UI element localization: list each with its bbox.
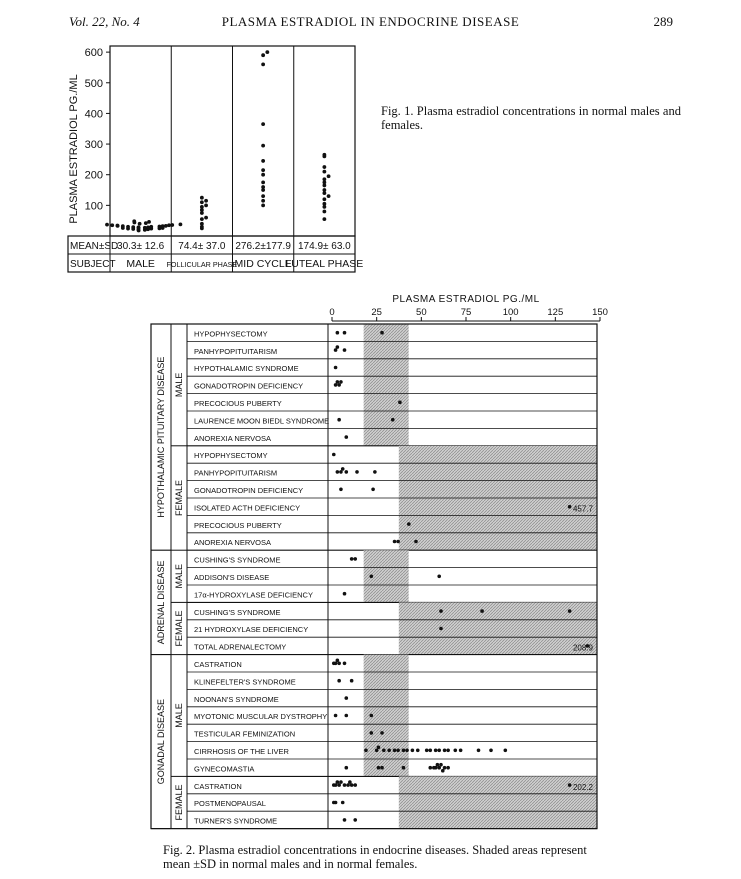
data-point — [387, 749, 391, 753]
data-point — [350, 783, 354, 787]
row-label: GONADOTROPIN DEFICIENCY — [194, 381, 304, 391]
data-point — [261, 185, 265, 189]
data-point — [126, 225, 130, 229]
data-point — [414, 540, 418, 544]
y-tick-label: 200 — [84, 169, 103, 182]
row-label: HYPOTHALAMIC SYNDROME — [194, 364, 299, 374]
data-point — [428, 749, 432, 753]
x-tick-label: 125 — [547, 307, 564, 318]
data-point — [339, 780, 343, 784]
x-tick-label: 25 — [371, 307, 382, 318]
row-label-subject: SUBJECT — [70, 259, 116, 270]
data-point — [334, 801, 338, 805]
data-point — [343, 348, 347, 352]
data-point — [353, 557, 357, 561]
data-point — [261, 159, 265, 163]
data-point — [350, 557, 354, 561]
sex-label: FEMALE — [174, 784, 184, 821]
data-point — [344, 470, 348, 474]
y-tick-label: 600 — [84, 47, 103, 60]
row-label: NOONAN'S SYNDROME — [194, 694, 279, 704]
data-point — [121, 224, 125, 228]
data-point — [200, 196, 204, 200]
data-point — [370, 575, 374, 579]
row-label: ADDISON'S DISEASE — [194, 573, 270, 582]
data-point — [453, 749, 457, 753]
data-point — [322, 188, 326, 192]
row-label: TESTICULAR FEMINIZATION — [194, 729, 296, 739]
data-point — [402, 749, 406, 753]
data-point — [322, 210, 326, 214]
data-point — [446, 749, 450, 753]
figure-2-caption: Fig. 2. Plasma estradiol concentrations in endocrine diseases. Shaded areas represent mean ±SD in normal males and in normal females. — [163, 843, 587, 871]
row-label: PANHYPOPITUITARISM — [194, 468, 278, 478]
data-point — [334, 783, 338, 787]
data-point — [396, 749, 400, 753]
x-axis-label: PLASMA ESTRADIOL PG./ML — [392, 294, 540, 305]
x-tick-label: 150 — [592, 307, 608, 318]
data-point — [200, 205, 204, 209]
data-point — [341, 467, 345, 471]
row-label: 21 HYDROXYLASE DEFICIENCY — [194, 625, 309, 635]
row-label: PANHYPOPITUITARISM — [194, 346, 278, 356]
group-stats: 74.4± 37.0 — [178, 241, 226, 252]
row-label: PRECOCIOUS PUBERTY — [194, 399, 282, 408]
row-label: HYPOPHYSECTOMY — [194, 451, 268, 461]
data-point — [322, 165, 326, 169]
data-point — [355, 470, 359, 474]
data-point — [164, 224, 168, 228]
data-point — [371, 488, 375, 492]
data-point — [265, 50, 269, 54]
data-point — [261, 203, 265, 207]
data-point — [353, 783, 357, 787]
data-point — [343, 783, 347, 787]
data-point — [322, 202, 326, 206]
sex-label: MALE — [174, 372, 184, 398]
group-stats: 174.9± 63.0 — [297, 241, 351, 252]
data-point — [261, 173, 265, 177]
data-point — [132, 219, 136, 223]
data-point — [405, 749, 409, 753]
data-point — [377, 746, 381, 750]
group-subject: FOLLICULAR PHASE — [166, 260, 238, 269]
data-point — [131, 225, 135, 229]
data-point — [382, 749, 386, 753]
data-point — [441, 769, 445, 773]
data-point — [149, 225, 153, 229]
normal-range-shading — [399, 776, 597, 828]
data-point — [380, 766, 384, 770]
data-point — [364, 749, 368, 753]
row-label: ANOREXIA NERVOSA — [194, 538, 271, 548]
data-point — [459, 749, 463, 753]
data-point — [204, 203, 208, 207]
normal-range-shading — [399, 602, 597, 654]
data-point — [137, 226, 141, 230]
data-point — [343, 818, 347, 822]
data-point — [343, 592, 347, 596]
offscale-value-label: 457.7 — [572, 504, 593, 514]
data-point — [439, 763, 443, 767]
sex-label: MALE — [174, 564, 184, 589]
data-point — [339, 470, 343, 474]
data-point — [327, 194, 331, 198]
data-point — [428, 766, 432, 770]
data-point — [337, 383, 341, 387]
data-point — [353, 818, 357, 822]
data-point — [434, 749, 438, 753]
row-label: GONADOTROPIN DEFICIENCY — [194, 486, 304, 495]
row-label: 17α-HYDROXYLASE DEFICIENCY — [194, 590, 313, 600]
data-point — [261, 168, 265, 172]
data-point — [337, 679, 341, 683]
data-point — [437, 766, 441, 770]
data-point — [439, 627, 443, 631]
figure-1-chart — [55, 38, 365, 283]
data-point — [334, 662, 338, 666]
data-point — [402, 766, 406, 770]
data-point — [343, 662, 347, 666]
data-point — [391, 418, 395, 422]
data-point — [443, 766, 447, 770]
data-point — [336, 380, 340, 384]
data-point — [341, 801, 345, 805]
data-point — [393, 540, 397, 544]
data-point — [332, 453, 336, 457]
data-point — [322, 177, 326, 181]
data-point — [380, 731, 384, 735]
row-label: CASTRATION — [194, 660, 242, 669]
x-tick-label: 0 — [329, 307, 335, 318]
data-point — [336, 470, 340, 474]
data-point — [350, 679, 354, 683]
data-point — [346, 783, 350, 787]
data-point — [105, 223, 109, 227]
data-point — [261, 144, 265, 148]
y-tick-label: 300 — [84, 139, 103, 152]
row-label: TURNER'S SYNDROME — [194, 816, 278, 826]
data-point — [370, 714, 374, 718]
data-point — [344, 714, 348, 718]
data-point — [477, 749, 481, 753]
data-point — [446, 766, 450, 770]
data-point — [334, 348, 338, 352]
data-point — [322, 153, 326, 157]
data-point — [146, 226, 150, 230]
data-point — [336, 780, 340, 784]
y-axis-label: PLASMA ESTRADIOL PG./ML — [68, 74, 80, 224]
data-point — [334, 714, 338, 718]
data-point — [411, 749, 415, 753]
data-point — [322, 170, 326, 174]
group-subject: MALE — [126, 258, 155, 270]
row-label: KLINEFELTER'S SYNDROME — [194, 677, 296, 687]
data-point — [480, 609, 484, 613]
sex-label: MALE — [174, 703, 184, 728]
data-point — [439, 609, 443, 613]
data-point — [200, 222, 204, 226]
data-point — [322, 197, 326, 201]
data-point — [200, 217, 204, 221]
data-point — [437, 749, 441, 753]
row-label: GYNECOMASTIA — [194, 764, 255, 774]
data-point — [261, 122, 265, 126]
data-point — [380, 331, 384, 335]
row-label: HYPOPHYSECTOMY — [194, 329, 268, 339]
row-label: ANOREXIA NERVOSA — [194, 433, 271, 443]
data-point — [343, 331, 347, 335]
data-point — [336, 331, 340, 335]
sex-label: FEMALE — [174, 479, 184, 517]
data-point — [204, 199, 208, 203]
group-stats: 276.2±177.9 — [235, 241, 291, 252]
x-tick-label: 100 — [502, 307, 519, 318]
x-tick-label: 50 — [416, 307, 427, 318]
offscale-value-label: 202.2 — [572, 782, 593, 792]
row-label: CASTRATION — [194, 781, 242, 791]
y-tick-label: 500 — [84, 77, 103, 90]
data-point — [337, 662, 341, 666]
data-point — [348, 780, 352, 784]
data-point — [568, 783, 572, 787]
data-point — [147, 220, 151, 224]
data-point — [344, 435, 348, 439]
row-label-mean: MEAN±SD — [70, 241, 119, 252]
page-number: 289 — [653, 14, 673, 29]
data-point — [322, 217, 326, 221]
data-point — [370, 731, 374, 735]
disease-label: ADRENAL DISEASE — [156, 560, 166, 645]
data-point — [489, 749, 493, 753]
row-label: CUSHING'S SYNDROME — [194, 555, 281, 565]
y-tick-label: 100 — [84, 200, 103, 213]
data-point — [334, 383, 338, 387]
disease-label: HYPOTHALAMIC PITUITARY DISEASE — [156, 356, 166, 518]
data-point — [170, 223, 174, 227]
data-point — [339, 380, 343, 384]
running-title: PLASMA ESTRADIOL IN ENDOCRINE DISEASE — [221, 14, 520, 29]
data-point — [437, 575, 441, 579]
data-point — [344, 766, 348, 770]
data-point — [339, 488, 343, 492]
data-point — [334, 366, 338, 370]
data-point — [568, 609, 572, 613]
data-point — [398, 401, 402, 405]
data-point — [393, 749, 397, 753]
data-point — [261, 199, 265, 203]
data-point — [373, 470, 377, 474]
figure-2-chart — [145, 288, 615, 840]
group-subject: MID CYCLE — [234, 258, 292, 270]
row-label: ISOLATED ACTH DEFICIENCY — [194, 503, 301, 513]
data-point — [179, 222, 183, 226]
y-tick-label: 400 — [84, 108, 103, 121]
data-point — [443, 749, 447, 753]
data-point — [110, 223, 114, 227]
row-label: LAURENCE MOON BIEDL SYNDROME — [194, 416, 330, 426]
data-point — [337, 783, 341, 787]
data-point — [344, 696, 348, 700]
data-point — [336, 345, 340, 349]
data-point — [396, 540, 400, 544]
x-tick-label: 75 — [460, 307, 472, 318]
row-label: MYOTONIC MUSCULAR DYSTROPHY — [194, 712, 328, 722]
data-point — [261, 194, 265, 198]
data-point — [407, 522, 411, 526]
data-point — [261, 62, 265, 66]
group-stats: 30.3± 12.6 — [117, 241, 165, 252]
row-label: CIRRHOSIS OF THE LIVER — [194, 747, 289, 756]
group-subject: LUTEAL PHASE — [285, 258, 364, 270]
data-point — [425, 749, 429, 753]
data-point — [200, 200, 204, 204]
data-point — [377, 766, 381, 770]
data-point — [261, 180, 265, 184]
row-label: POSTMENOPAUSAL — [194, 799, 266, 809]
row-label: PRECOCIOUS PUBERTY — [194, 520, 282, 530]
data-point — [436, 763, 440, 767]
data-point — [416, 749, 420, 753]
data-point — [337, 418, 341, 422]
disease-label: GONADAL DISEASE — [156, 698, 166, 785]
sex-label: FEMALE — [174, 610, 184, 647]
data-point — [336, 659, 340, 663]
data-point — [261, 53, 265, 57]
journal-volume: Vol. 22, No. 4 — [69, 14, 140, 29]
row-label: TOTAL ADRENALECTOMY — [194, 642, 287, 652]
data-point — [327, 174, 331, 178]
offscale-value-label: 208.9 — [572, 643, 593, 653]
data-point — [116, 224, 120, 228]
row-label: CUSHING'S SYNDROME — [194, 607, 281, 617]
figure-1-caption: Fig. 1. Plasma estradiol concentrations in normal males and females. — [381, 104, 681, 132]
data-point — [568, 505, 572, 509]
data-point — [434, 766, 438, 770]
data-point — [504, 749, 508, 753]
normal-range-shading — [364, 324, 409, 446]
data-point — [138, 222, 142, 226]
data-point — [204, 216, 208, 220]
data-point — [375, 749, 379, 753]
